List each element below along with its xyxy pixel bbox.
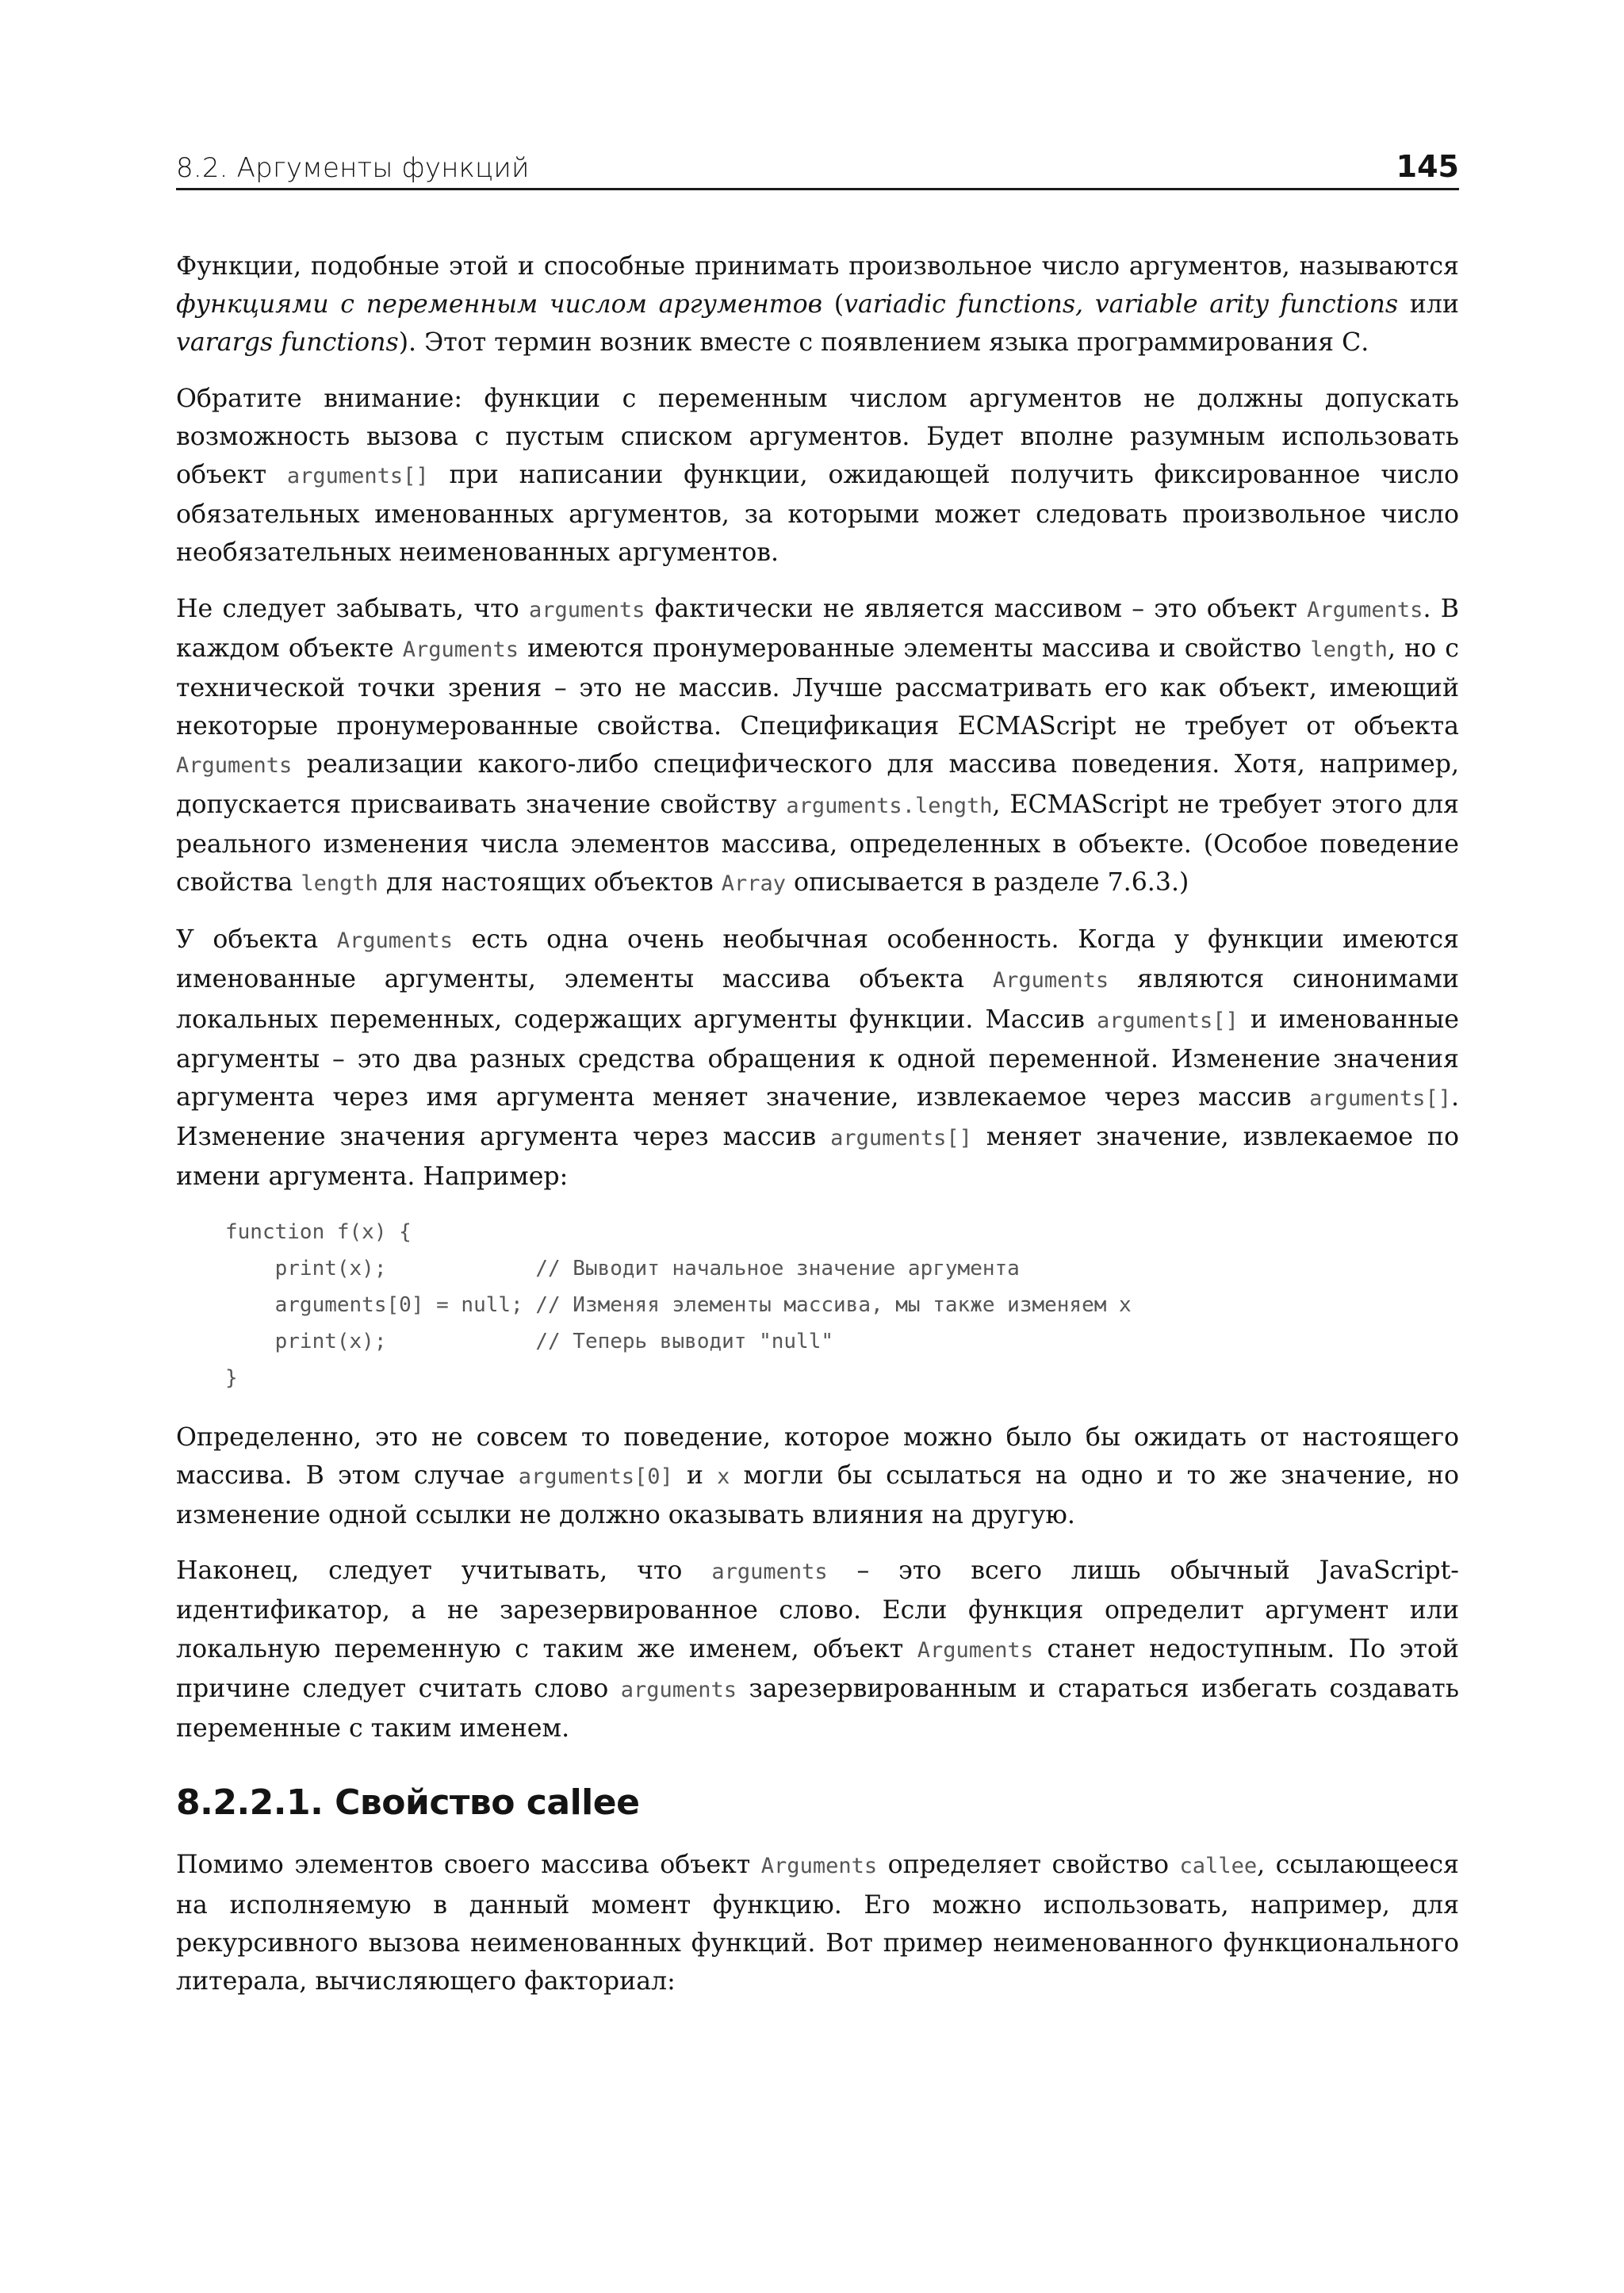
paragraph-empty-args-note bbox=[176, 380, 1459, 572]
text-run: ( bbox=[822, 290, 845, 320]
inline-code: Arguments bbox=[917, 1637, 1034, 1663]
inline-code: Arguments bbox=[992, 968, 1109, 993]
text-run: реализации какого-либо специфического для массива поведения. Хотя, например, допускается присваивать значение свойству bbox=[176, 750, 1459, 819]
text-run: , но с технической точки зрения – это не массив. Лучше рассматривать его как объект, имеющий некоторые пронумерованные свойства. Спецификация ECMAScript не требует от объекта bbox=[176, 634, 1460, 741]
inline-code: Arguments bbox=[336, 928, 454, 954]
inline-code: arguments[] bbox=[830, 1126, 972, 1151]
paragraph-callee bbox=[176, 1846, 1459, 2000]
inline-code: arguments.length bbox=[786, 793, 993, 818]
text-run: , ссылающееся на исполняемую в данный момент функцию. Его можно использовать, например, для рекурсивного вызова неименованных функций. Вот пример неименованного функционального литерала, вычисляющего факториал: bbox=[176, 1851, 1459, 1996]
inline-code: arguments bbox=[529, 597, 645, 622]
text-run: и именованные аргументы – это два разных средства обращения к одной переменной. Изменение значения аргумента через имя аргумента меняет значение, извлекаемое через массив bbox=[176, 1005, 1459, 1112]
inline-code: arguments[] bbox=[1309, 1086, 1451, 1112]
inline-code: Arguments bbox=[760, 1854, 878, 1879]
inline-code: callee bbox=[1179, 1854, 1258, 1879]
text-run: Не следует забывать, что bbox=[176, 594, 530, 623]
inline-code: arguments[] bbox=[1096, 1008, 1239, 1033]
inline-code: Arguments bbox=[1307, 597, 1423, 622]
emphasis-term: variadic functions, variable arity functions bbox=[844, 290, 1399, 320]
inline-code: arguments bbox=[620, 1677, 737, 1702]
text-run: Определенно, это не совсем то поведение, которое можно было бы ожидать от настоящего массива. В этом случае bbox=[176, 1422, 1459, 1490]
paragraph-arguments-identifier bbox=[176, 1552, 1459, 1748]
paragraph-variadic-definition bbox=[176, 247, 1459, 362]
emphasis-term: varargs functions bbox=[176, 328, 399, 358]
paragraph-aliasing-comment bbox=[176, 1418, 1459, 1535]
text-run: ). Этот термин возник вместе с появлением языка программирования С. bbox=[398, 328, 1369, 358]
paragraph-arguments-aliasing bbox=[176, 921, 1459, 1196]
running-head-title: 8.2. Аргументы функций bbox=[176, 152, 530, 184]
text-run: описывается в разделе 7.6.3.) bbox=[786, 868, 1189, 898]
text-run: Функции, подобные этой и способные принимать произвольное число аргументов, называются bbox=[176, 252, 1459, 281]
page-number: 145 bbox=[1396, 149, 1459, 184]
inline-code: length bbox=[301, 871, 378, 897]
book-page bbox=[176, 149, 1459, 2018]
inline-code: Array bbox=[721, 871, 786, 897]
text-run: являются синонимами локальных переменных, содержащих аргументы функции. Массив bbox=[176, 965, 1459, 1034]
inline-code: arguments bbox=[711, 1560, 828, 1585]
inline-code: Arguments bbox=[402, 637, 519, 662]
section-heading: 8.2.2.1. Свойство callee bbox=[176, 1782, 640, 1824]
text-run: и bbox=[672, 1460, 718, 1490]
emphasis-term: функциями с переменным числом аргументов bbox=[176, 290, 823, 320]
text-run: меняет значение, извлекаемое по имени аргумента. Например: bbox=[176, 1123, 1459, 1192]
inline-code: length bbox=[1310, 637, 1388, 662]
code-listing: function f(x) { print(x); // Выводит начальное значение аргумента arguments[0] = null; // Изменяя элементы массива, мы также изменяем x print(x); // Теперь выводит "null" } bbox=[225, 1219, 1132, 1390]
text-run: имеются пронумерованные элементы массива и свойство bbox=[519, 634, 1311, 663]
text-run: Обратите внимание: функции с переменным числом аргументов не должны допускать возможность вызова с пустым списком аргументов. Будет вполне разумным использовать объект bbox=[176, 384, 1459, 490]
text-run: есть одна очень необычная особенность. Когда у функции имеются именованные аргументы, элементы массива объекта bbox=[176, 925, 1459, 994]
inline-code: arguments[] bbox=[286, 464, 429, 489]
running-head bbox=[176, 149, 1459, 190]
text-run: У объекта bbox=[176, 925, 337, 955]
text-run: . В каждом объекте bbox=[176, 594, 1459, 663]
text-run: или bbox=[1398, 290, 1459, 320]
text-run: для настоящих объектов bbox=[377, 868, 722, 898]
text-run: при написании функции, ожидающей получить фиксированное число обязательных именованных аргументов, за которыми может следовать произвольное число необязательных неименованных аргументов. bbox=[176, 461, 1459, 568]
paragraph-arguments-not-array bbox=[176, 590, 1459, 904]
text-run: Наконец, следует учитывать, что bbox=[176, 1556, 712, 1586]
text-run: . Изменение значения аргумента через массив bbox=[176, 1083, 1459, 1152]
text-run: , ECMAScript не требует этого для реального изменения числа элементов массива, определенных в объекте. (Особое поведение свойства bbox=[176, 790, 1459, 898]
text-run: фактически не является массивом – это объект bbox=[645, 594, 1308, 623]
text-run: – это всего лишь обычный JavaScript-идентификатор, а не зарезервированное слово. Если функция определит аргумент или локальную переменную с таким же именем, объект bbox=[176, 1556, 1459, 1663]
text-run: зарезервированным и стараться избегать создавать переменные с таким именем. bbox=[176, 1674, 1459, 1744]
inline-code: arguments[0] bbox=[518, 1464, 673, 1489]
text-run: Помимо элементов своего массива объект bbox=[176, 1851, 761, 1880]
text-run: станет недоступным. По этой причине следует считать слово bbox=[176, 1634, 1459, 1703]
inline-code: Arguments bbox=[176, 753, 293, 779]
text-run: могли бы ссылаться на одно и то же значение, но изменение одной ссылки не должно оказывать влияния на другую. bbox=[176, 1460, 1459, 1530]
text-run: определяет свойство bbox=[877, 1851, 1180, 1880]
page-content bbox=[176, 247, 1459, 2000]
inline-code: x bbox=[717, 1464, 730, 1489]
